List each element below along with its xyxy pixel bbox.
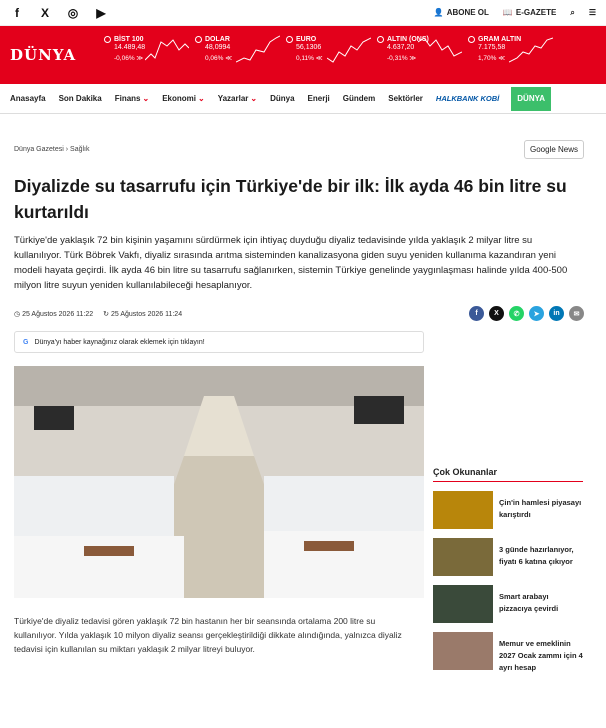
- google-icon: G: [23, 338, 29, 346]
- nav-halkbank-kobi[interactable]: HALKBANK KOBİ: [435, 94, 500, 103]
- share-facebook-icon[interactable]: f: [469, 306, 484, 321]
- nav-son-dakika[interactable]: Son Dakika: [58, 94, 102, 103]
- share-linkedin-icon[interactable]: in: [549, 306, 564, 321]
- google-source-prompt[interactable]: G Dünya'yı haber kaynağınız olarak eklemek için tıklayın!: [14, 331, 424, 353]
- ticker-icon: [377, 36, 384, 43]
- ticker-icon: [195, 36, 202, 43]
- sidebar-item[interactable]: 3 günde hazırlanıyor, fiyatı 6 katına çıkıyor: [433, 538, 583, 576]
- sparkline-icon: [145, 32, 189, 68]
- sidebar-item[interactable]: Memur ve emeklinin 2027 Ocak zammı için 4 ayrı hesap: [433, 632, 583, 670]
- x-icon[interactable]: X: [40, 5, 49, 20]
- sidebar-title: Çok Okunanlar: [433, 467, 583, 482]
- market-header: [0, 26, 606, 84]
- ticker-icon: [104, 36, 111, 43]
- book-icon: 📖: [502, 8, 513, 17]
- nav-enerji[interactable]: Enerji: [307, 94, 330, 103]
- ticker-altin-ons[interactable]: ALTIN (ONS) 4.637,20 -0,31% ≫: [373, 26, 464, 84]
- search-icon[interactable]: ⌕: [570, 7, 575, 17]
- social-links: [10, 6, 108, 20]
- article-dates: [14, 310, 182, 318]
- share-x-icon[interactable]: X: [489, 306, 504, 321]
- sparkline-icon: [509, 32, 553, 68]
- ticker-dolar[interactable]: DOLAR 48,0994 0,06% ≪: [191, 26, 282, 84]
- sidebar-item[interactable]: Smart arabayı pizzacıya çevirdi: [433, 585, 583, 623]
- market-tickers: [100, 26, 606, 84]
- sparkline-icon: [236, 32, 280, 68]
- article: [14, 140, 584, 353]
- sidebar-thumbnail: [433, 538, 493, 576]
- google-news-button[interactable]: Google News: [524, 140, 584, 159]
- share-whatsapp-icon[interactable]: ✆: [509, 306, 524, 321]
- article-title: Diyalizde su tasarrufu için Türkiye'de bir ilk: İlk ayda 46 bin litre su kurtarıldı: [14, 176, 567, 222]
- sidebar-thumbnail: [433, 491, 493, 529]
- nav-yazarlar[interactable]: Yazarlar ⌄: [218, 94, 257, 103]
- article-body: Türkiye'de diyaliz tedavisi gören yaklaşık 72 bin hastanın her bir seansında ortalama 200 litre su kullanılıyor. Yılda yaklaşık 10 milyon diyaliz seansı gerçekleştirildiği dikkate alındığında, yalnızca diyaliz tedavisi için kullanılan su miktarı yaklaşık 2 milyar litreyi buluyor.: [14, 616, 402, 654]
- user-plus-icon: 👤: [433, 8, 444, 17]
- ticker-gram-altin[interactable]: GRAM ALTIN 7.175,58 1,70% ≪: [464, 26, 555, 84]
- most-read-sidebar: [433, 467, 583, 670]
- subscribe-link[interactable]: 👤 ABONE OL: [433, 8, 489, 17]
- nav-dunya[interactable]: Dünya: [270, 94, 295, 103]
- article-lead: Türkiye'de yaklaşık 72 bin kişinin yaşamını sürdürmek için ihtiyaç duyduğu diyaliz tedavisinde yılda yaklaşık 2 milyar litre su kullanılıyor. Türk Böbrek Vakfı, diyaliz sırasında arıtma sisteminden kanalizasyona giden suyu yeniden kullanıma kazandıran yeni modeli hayata geçirdi. İlk ayda 46 bin litre su tasarrufu sağlanırken, sistemin Türkiye genelinde yaygınlaşması halinde yılda 400-500 milyon litre suyun yeniden kullanılabileceği hesaplanıyor.: [14, 235, 568, 291]
- ticker-icon: [468, 36, 475, 43]
- nav-finans[interactable]: Finans ⌄: [115, 94, 149, 103]
- nav-anasayfa[interactable]: Anasayfa: [10, 94, 46, 103]
- breadcrumb: Dünya Gazetesi › Sağlık: [14, 146, 90, 153]
- sidebar-item[interactable]: Çin'in hamlesi piyasayı karıştırdı: [433, 491, 583, 529]
- youtube-icon[interactable]: ▶: [96, 5, 106, 20]
- updated-date: ↻ 25 Ağustos 2026 11:24: [103, 310, 183, 318]
- nav-dunya-plus[interactable]: DÜNYA: [511, 87, 551, 111]
- sidebar-thumbnail: [433, 585, 493, 623]
- ticker-icon: [286, 36, 293, 43]
- published-date: ◷ 25 Ağustos 2026 11:22: [14, 310, 94, 318]
- breadcrumb-section[interactable]: Sağlık: [70, 146, 90, 153]
- nav-ekonomi[interactable]: Ekonomi ⌄: [162, 94, 204, 103]
- sidebar-thumbnail: [433, 632, 493, 670]
- nav-sektorler[interactable]: Sektörler: [388, 94, 423, 103]
- ticker-bist100[interactable]: BİST 100 14.489,48 -0,06% ≫: [100, 26, 191, 84]
- menu-icon[interactable]: ☰: [588, 8, 596, 17]
- breadcrumb-home[interactable]: Dünya Gazetesi: [14, 146, 64, 153]
- share-buttons: [469, 306, 584, 321]
- sparkline-icon: [418, 32, 462, 68]
- share-email-icon[interactable]: ✉: [569, 306, 584, 321]
- site-logo[interactable]: DÜNYA: [10, 46, 77, 64]
- main-nav: [0, 84, 606, 114]
- facebook-icon[interactable]: f: [15, 5, 19, 20]
- egazete-link[interactable]: 📖 E-GAZETE: [502, 8, 557, 17]
- top-bar: [0, 0, 606, 26]
- sparkline-icon: [327, 32, 371, 68]
- instagram-icon[interactable]: ◎: [67, 5, 79, 20]
- share-telegram-icon[interactable]: ➤: [529, 306, 544, 321]
- article-photo: [14, 366, 424, 598]
- nav-gundem[interactable]: Gündem: [342, 94, 376, 103]
- ticker-euro[interactable]: EURO 56,1306 0,11% ≪: [282, 26, 373, 84]
